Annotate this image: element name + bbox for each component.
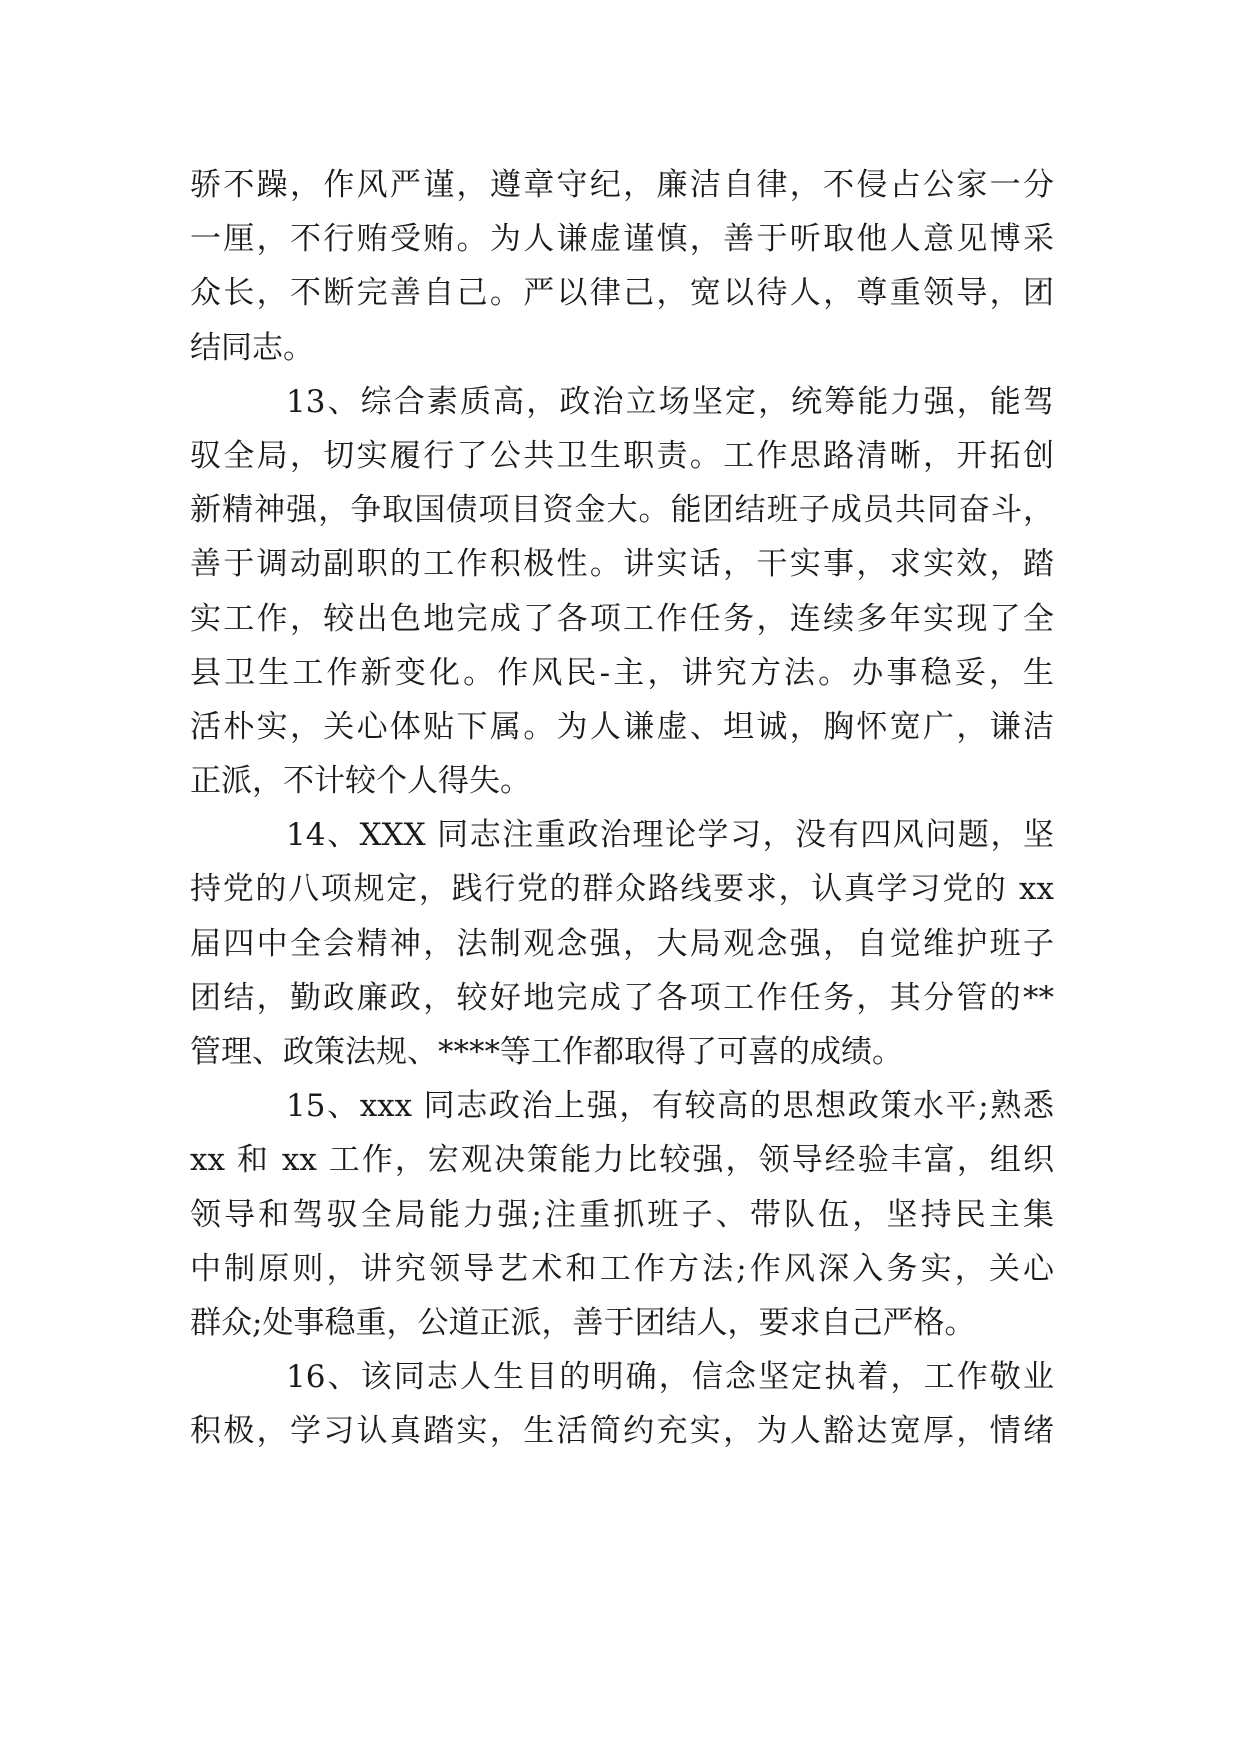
text-line: 正派，不计较个人得失。 bbox=[190, 763, 531, 800]
text-line: 众长，不断完善自己。严以律己，宽以待人，尊重领导，团 bbox=[190, 275, 1054, 312]
text-line: 群众;处事稳重，公道正派，善于团结人，要求自己严格。 bbox=[190, 1304, 976, 1341]
text-line: 14、XXX 同志注重政治理论学习，没有四风问题，坚 bbox=[286, 817, 1054, 854]
text-line: 中制原则，讲究领导艺术和工作方法;作风深入务实，关心 bbox=[190, 1250, 1054, 1287]
text-line: 驭全局，切实履行了公共卫生职责。工作思路清晰，开拓创 bbox=[190, 437, 1054, 474]
text-line: 届四中全会精神，法制观念强，大局观念强，自觉维护班子 bbox=[190, 925, 1054, 962]
document-body bbox=[190, 158, 1054, 1459]
text-line: 实工作，较出色地完成了各项工作任务，连续多年实现了全 bbox=[190, 600, 1054, 637]
text-line: 新精神强，争取国债项目资金大。能团结班子成员共同奋斗， bbox=[190, 492, 1054, 529]
text-line: xx 和 xx 工作，宏观决策能力比较强，领导经验丰富，组织 bbox=[190, 1142, 1054, 1179]
text-line: 持党的八项规定，践行党的群众路线要求，认真学习党的 xx bbox=[190, 871, 1054, 908]
text-line: 13、综合素质高，政治立场坚定，统筹能力强，能驾 bbox=[286, 383, 1054, 420]
text-line: 领导和驾驭全局能力强;注重抓班子、带队伍，坚持民主集 bbox=[190, 1196, 1054, 1233]
text-line: 骄不躁，作风严谨，遵章守纪，廉洁自律，不侵占公家一分 bbox=[190, 167, 1054, 203]
text-line: 县卫生工作新变化。作风民-主，讲究方法。办事稳妥，生 bbox=[190, 654, 1054, 691]
text-line: 团结，勤政廉政，较好地完成了各项工作任务，其分管的** bbox=[190, 979, 1054, 1016]
text-line: 结同志。 bbox=[190, 329, 314, 366]
text-line: 活朴实，关心体贴下属。为人谦虚、坦诚，胸怀宽广，谦洁 bbox=[190, 708, 1054, 745]
text-line: 一厘，不行贿受贿。为人谦虚谨慎，善于听取他人意见博采 bbox=[190, 221, 1054, 258]
text-line: 善于调动副职的工作积极性。讲实话，干实事，求实效，踏 bbox=[190, 546, 1054, 583]
text-line: 15、xxx 同志政治上强，有较高的思想政策水平;熟悉 bbox=[286, 1088, 1054, 1125]
text-line: 管理、政策法规、****等工作都取得了可喜的成绩。 bbox=[190, 1034, 903, 1070]
text-line: 16、该同志人生目的明确，信念坚定执着，工作敬业 bbox=[286, 1359, 1054, 1396]
text-line: 积极，学习认真踏实，生活简约充实，为人豁达宽厚，情绪 bbox=[190, 1413, 1054, 1450]
